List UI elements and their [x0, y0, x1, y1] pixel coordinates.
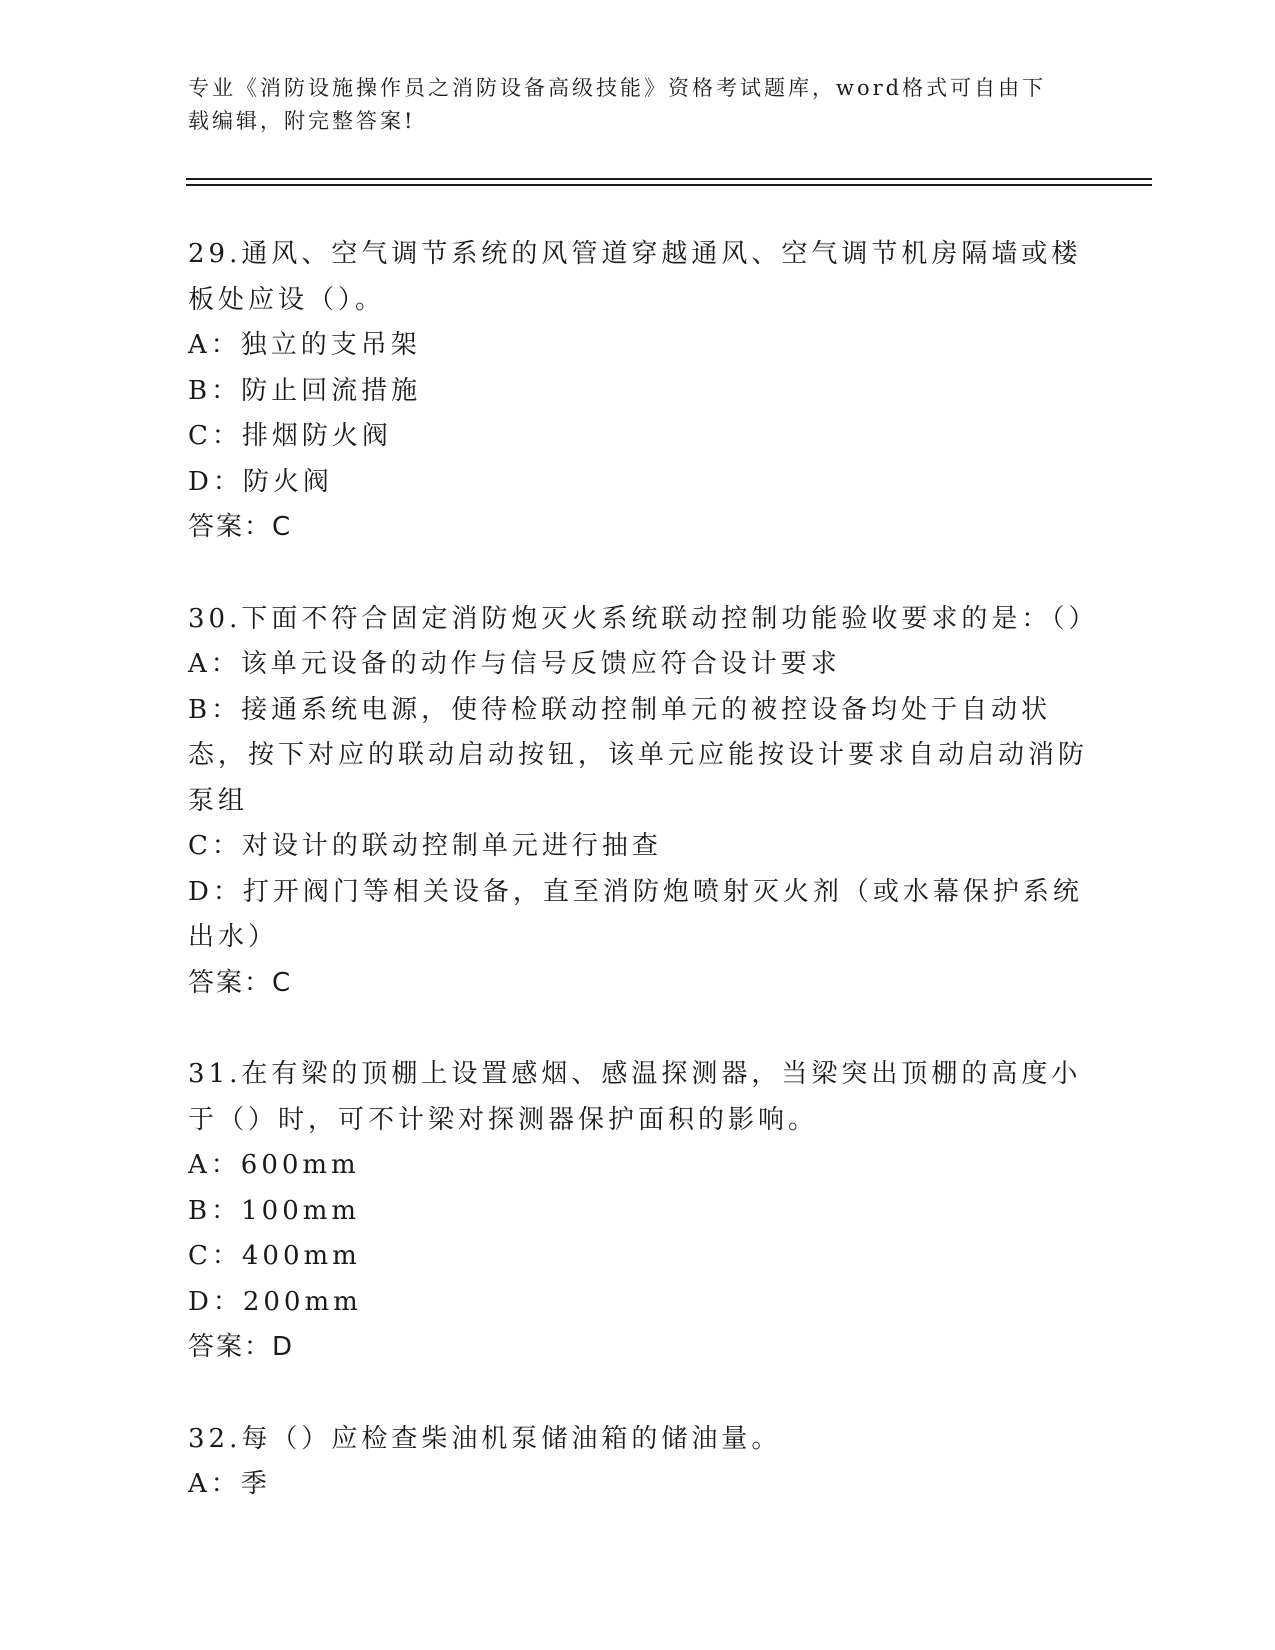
question-29: [188, 232, 1088, 551]
option-d: D：防火阀: [188, 466, 333, 497]
question-stem: 30.下面不符合固定消防炮灭火系统联动控制功能验收要求的是：（）: [188, 603, 1099, 634]
option-c: C：排烟防火阀: [188, 421, 392, 451]
question-list: [188, 232, 1099, 1554]
option-b: B：防止回流措施: [188, 375, 422, 406]
option-c: C：400mm: [188, 1241, 361, 1271]
answer: 答案：C: [188, 512, 293, 542]
option-a: A：独立的支吊架: [188, 330, 421, 360]
question-30: [188, 597, 1099, 1007]
answer: 答案：C: [188, 967, 293, 998]
answer: 答案：D: [188, 1332, 295, 1362]
question-stem: 31.在有梁的顶棚上设置感烟、感温探测器，当梁突出顶棚的高度小于（）时，可不计梁对探测器保护面积的影响。: [188, 1059, 1082, 1135]
option-b: B：100mm: [188, 1195, 361, 1226]
question-32: [188, 1417, 1088, 1508]
option-a: A：600mm: [188, 1150, 360, 1180]
option-a: A：季: [188, 1469, 271, 1499]
header-divider-top: [186, 178, 1152, 180]
option-c: C：对设计的联动控制单元进行抽查: [188, 831, 662, 861]
question-stem: 32.每（）应检查柴油机泵储油箱的储油量。: [188, 1423, 782, 1454]
header-divider-bottom: [186, 184, 1152, 186]
option-b: B：接通系统电源，使待检联动控制单元的被控设备均处于自动状态，按下对应的联动启动按钮，该单元应能按设计要求自动启动消防泵组: [188, 694, 1089, 816]
question-31: [188, 1052, 1088, 1371]
option-a: A：该单元设备的动作与信号反馈应符合设计要求: [188, 649, 841, 679]
question-stem: 29.通风、空气调节系统的风管道穿越通风、空气调节机房隔墙或楼板处应设（）。: [188, 239, 1082, 315]
option-d: D：打开阀门等相关设备，直至消防炮喷射灭火剂（或水幕保护系统出水）: [188, 876, 1083, 952]
option-d: D：200mm: [188, 1286, 362, 1317]
document-intro: 专业《消防设施操作员之消防设备高级技能》资格考试题库，word格式可自由下载编辑，附完整答案!: [188, 76, 1047, 133]
